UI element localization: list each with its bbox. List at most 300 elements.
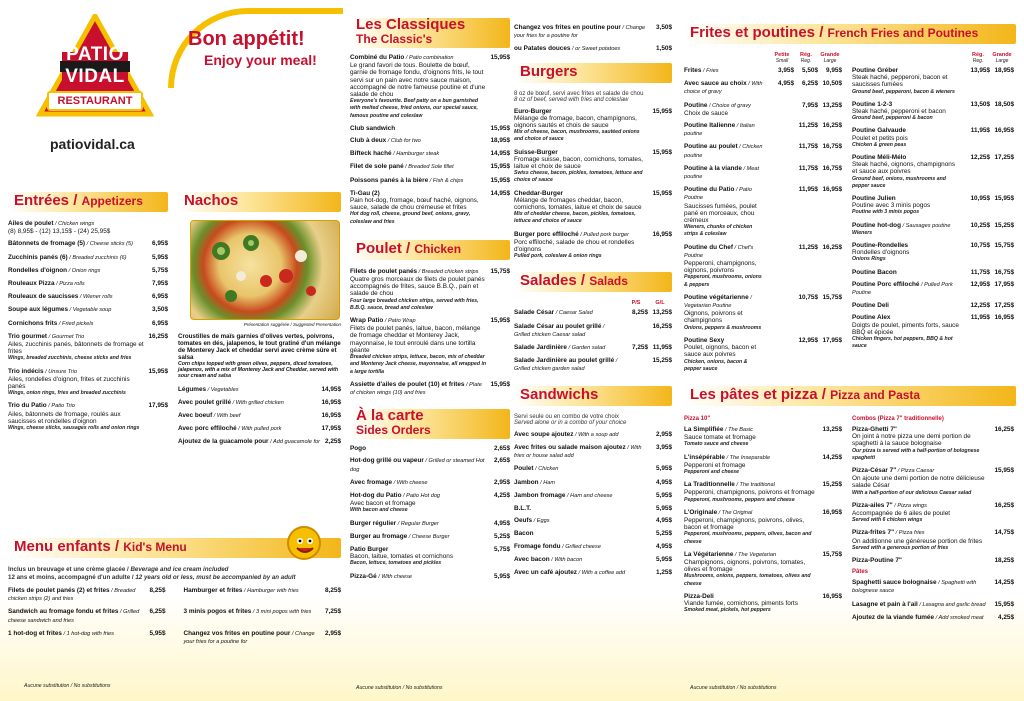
item-name bbox=[514, 492, 656, 500]
item-title: La Simplifiée bbox=[684, 425, 724, 433]
item-name bbox=[852, 302, 966, 309]
item-title-en: With cheese bbox=[381, 573, 413, 580]
item-title: Rouleaux Pizza bbox=[8, 280, 55, 288]
item-price: 5,75$ bbox=[152, 266, 168, 274]
item-name bbox=[8, 587, 150, 603]
menu-item bbox=[852, 426, 1014, 462]
item-title-en: The Original bbox=[721, 509, 753, 516]
item-price: 16,25$ bbox=[994, 501, 1014, 509]
item-title: Poutine hot-dog bbox=[852, 221, 901, 229]
menu-item bbox=[514, 45, 672, 53]
item-price: 15,95$ bbox=[490, 176, 510, 184]
nachos-title: Nachos bbox=[184, 192, 239, 209]
item-title: Trio du Patio bbox=[8, 402, 47, 410]
menu-item bbox=[684, 67, 842, 75]
slash: / bbox=[61, 630, 67, 637]
item-price: 4,25$ bbox=[998, 613, 1014, 621]
item-title-en: Chicken poutine bbox=[684, 144, 763, 159]
item-name bbox=[514, 556, 656, 564]
item-title: Assiette d'ailes de poulet (10) et frites bbox=[350, 380, 465, 388]
menu-item bbox=[852, 579, 1014, 595]
item-name bbox=[8, 333, 148, 363]
item-title: Pizza-Poutine 7" bbox=[852, 556, 902, 564]
menu-item bbox=[8, 368, 168, 398]
section-entrees bbox=[8, 188, 168, 437]
slash: / bbox=[392, 479, 397, 486]
slash: / bbox=[601, 323, 605, 330]
item-price: 10,25$ bbox=[970, 221, 990, 229]
item-title-en: Breaded chicken strips bbox=[421, 268, 479, 275]
slash: / bbox=[46, 403, 52, 410]
item-name bbox=[852, 269, 966, 276]
item-title: Pogo bbox=[350, 445, 366, 453]
frites-col-label-en: Large bbox=[823, 58, 837, 64]
frites-title bbox=[684, 20, 1016, 46]
section-nachos bbox=[178, 188, 341, 452]
item-price: 18,95$ bbox=[490, 137, 510, 145]
menu-item bbox=[514, 543, 672, 551]
menu-item bbox=[514, 344, 672, 352]
slash: / bbox=[407, 533, 412, 540]
menu-item bbox=[350, 268, 510, 312]
item-price: 16,95$ bbox=[822, 592, 842, 600]
item-description-en: Bacon, lettuce, tomatoes and pickles bbox=[350, 560, 442, 567]
menu-item bbox=[8, 587, 166, 603]
item-title-en: Ham and cheese bbox=[570, 492, 613, 499]
item-description: Mélange de fromage, bacon, champignons, oignons sautés et chois de sauce bbox=[514, 114, 637, 130]
item-description-en: Chicken fingers, hot peppers, BBQ & hot sauce bbox=[852, 336, 953, 350]
item-title-en: Cheese sticks (5) bbox=[89, 241, 133, 248]
menu-item bbox=[350, 177, 510, 185]
item-title-en: Grilled chicken garden salad bbox=[514, 366, 585, 373]
item-description-en: Everyone's favourite. Beef patty on a bun garnished with melted cheese, fried onions, our special sauce, famous poutine and coleslaw bbox=[350, 98, 479, 119]
item-title: Club à deux bbox=[350, 137, 387, 145]
item-price: 18,50$ bbox=[994, 100, 1014, 108]
item-title-en: Spaghetti with bolognese sauce bbox=[852, 580, 977, 595]
item-title: Poutine-Rondelles bbox=[852, 242, 909, 250]
item-price: 13,25$ bbox=[822, 101, 842, 109]
slash: / bbox=[69, 192, 82, 209]
item-prices bbox=[966, 302, 1014, 309]
menu-item bbox=[514, 479, 672, 487]
item-name bbox=[8, 630, 150, 638]
item-title: Hot-dog grillé ou vapeur bbox=[350, 457, 424, 465]
item-title: Bacon bbox=[514, 530, 534, 538]
salades-header bbox=[514, 268, 672, 294]
item-price: 16,75$ bbox=[822, 164, 842, 172]
item-title-en: Choice of gravy bbox=[712, 102, 751, 109]
menu-item bbox=[852, 127, 1014, 149]
nachos-caption: Présentation suggérée / Suggested Presentation bbox=[243, 322, 341, 327]
item-price: 16,95$ bbox=[321, 398, 341, 406]
item-name bbox=[684, 509, 822, 546]
frites-col-0 bbox=[770, 52, 794, 64]
item-name bbox=[350, 533, 494, 541]
item-price: 5,95$ bbox=[656, 504, 672, 512]
item-title: Soupe aux légumes bbox=[8, 306, 69, 314]
item-description-en: Served with a generous portion of fries bbox=[852, 544, 949, 551]
item-title-en: Fish & chips bbox=[432, 177, 464, 184]
item-title: B.L.T. bbox=[514, 504, 532, 512]
item-prices bbox=[966, 67, 1014, 74]
menu-item bbox=[514, 530, 672, 537]
item-title-en: or Sweet potatoes bbox=[575, 46, 621, 53]
item-price: 2,95$ bbox=[494, 478, 510, 486]
item-title: 3 minis pogos et frites bbox=[183, 608, 252, 616]
item-name bbox=[184, 630, 326, 646]
item-name bbox=[514, 309, 624, 317]
item-prices bbox=[966, 195, 1014, 202]
item-name bbox=[852, 601, 994, 609]
menu-item bbox=[8, 333, 168, 363]
item-title-en: Fries bbox=[706, 68, 719, 74]
slash: / bbox=[741, 165, 747, 172]
slash: / bbox=[68, 307, 73, 314]
slash: / bbox=[560, 543, 566, 550]
item-description: Sauce tomate et fromage bbox=[684, 434, 756, 442]
item-name bbox=[684, 593, 822, 615]
menu-item bbox=[8, 293, 168, 301]
slash: / bbox=[554, 310, 559, 317]
frites-right bbox=[852, 52, 1014, 378]
item-title: Bifteck haché bbox=[350, 150, 392, 158]
slash: / bbox=[206, 386, 211, 393]
pates-footnote: Aucune substitution / No substitutions bbox=[690, 685, 777, 691]
pates-subheading: Pâtes bbox=[852, 569, 869, 576]
poulet-title-fr: Poulet bbox=[356, 239, 402, 257]
item-price: 8,25$ bbox=[149, 587, 166, 594]
menu-item bbox=[684, 186, 842, 238]
item-description-en: Onions Rings bbox=[852, 256, 886, 263]
item-name bbox=[684, 143, 770, 159]
item-prices bbox=[770, 122, 842, 129]
item-name bbox=[350, 573, 494, 581]
item-title-en: Vegetable soup bbox=[72, 307, 112, 314]
nachos-illustration bbox=[191, 221, 341, 321]
item-name bbox=[350, 445, 494, 452]
item-name bbox=[350, 150, 490, 158]
menu-item bbox=[852, 269, 1014, 276]
kids-footnote: Aucune substitution / No substitutions bbox=[24, 683, 111, 689]
item-title: Poutine Alex bbox=[852, 314, 891, 322]
menu-item bbox=[184, 630, 342, 646]
item-description-en: Pepperoni, mushrooms, peppers, olives, bacon and cheese bbox=[684, 531, 812, 545]
item-price: 5,50$ bbox=[802, 67, 818, 74]
menu-item bbox=[8, 306, 168, 314]
menu-item bbox=[8, 402, 168, 432]
logo-line3: RESTAURANT bbox=[57, 95, 133, 107]
item-title-en: Garden salad bbox=[571, 345, 606, 352]
sandwichs-header bbox=[514, 382, 672, 408]
carte-title bbox=[350, 405, 510, 437]
item-title-en: Patio Poutine bbox=[684, 187, 752, 202]
menu-item bbox=[514, 309, 672, 317]
menu-item bbox=[350, 479, 510, 487]
item-name bbox=[514, 543, 656, 551]
menu-item bbox=[184, 587, 342, 603]
classiques-title-en: The Classic's bbox=[356, 32, 433, 46]
menu-item bbox=[514, 149, 672, 185]
item-name bbox=[684, 294, 770, 332]
slash: / bbox=[815, 24, 828, 41]
item-title-en: Plate of chicken wings (10) and fries bbox=[350, 381, 482, 396]
item-title-en: With choice of gravy bbox=[684, 81, 763, 96]
menu-item bbox=[684, 593, 842, 615]
item-description: Saucisses fumées, poulet pané en morceaux, chou crémeux bbox=[684, 202, 757, 225]
salades-col-header bbox=[514, 300, 672, 306]
website-link[interactable]: patiovidal.ca bbox=[50, 136, 135, 152]
item-description-en: Pulled pork, coleslaw & onion rings bbox=[514, 253, 602, 260]
item-name bbox=[852, 614, 998, 622]
item-price: 5,95$ bbox=[149, 629, 166, 637]
entrees-header bbox=[8, 188, 168, 214]
item-price: 15,75$ bbox=[822, 293, 842, 301]
item-title: Rondelles d'oignon bbox=[8, 266, 68, 274]
item-name bbox=[350, 54, 490, 120]
item-name bbox=[514, 479, 656, 487]
item-title: Légumes bbox=[178, 385, 207, 393]
menu-item bbox=[852, 242, 1014, 264]
item-title: Wrap Patio bbox=[350, 317, 384, 325]
slash: / bbox=[578, 231, 584, 238]
item-price: 4,95$ bbox=[656, 478, 672, 486]
item-price: 5,95$ bbox=[656, 555, 672, 563]
item-prices bbox=[966, 242, 1014, 249]
item-name bbox=[184, 608, 326, 616]
item-description: Avec bacon et fromage bbox=[350, 500, 416, 508]
item-prices bbox=[966, 222, 1014, 229]
poulet-list bbox=[350, 268, 510, 397]
item-prices bbox=[624, 357, 672, 364]
menu-item bbox=[514, 569, 672, 577]
item-price: 17,95$ bbox=[822, 336, 842, 344]
slash: / bbox=[47, 333, 52, 340]
item-description: Champignons, oignons, poivrons, tomates, olives et fromage bbox=[684, 558, 806, 574]
pizza-column bbox=[684, 414, 842, 627]
item-name bbox=[178, 425, 321, 433]
item-description: Pepperoni, champignons, oignons, poivrons bbox=[684, 260, 757, 275]
item-price: 11,95$ bbox=[970, 314, 990, 322]
column-2 bbox=[350, 14, 510, 695]
slash: / bbox=[85, 241, 90, 248]
item-price: 5,95$ bbox=[152, 253, 168, 261]
slash: / bbox=[383, 318, 388, 325]
item-title: Poutine Italienne bbox=[684, 122, 736, 130]
item-name bbox=[852, 314, 966, 350]
item-title: Jambon bbox=[514, 478, 539, 486]
frites-title-fr: Frites et poutines bbox=[690, 24, 816, 41]
frites-col-label: Grande bbox=[992, 52, 1012, 58]
item-title-en: Grilled cheese sandwich and fries bbox=[8, 609, 140, 624]
item-title: Poutine bbox=[684, 101, 708, 109]
salades-title-en: Salads bbox=[589, 274, 628, 289]
pates-header bbox=[684, 382, 1016, 408]
item-price: 11,75$ bbox=[970, 268, 990, 276]
slash: / bbox=[570, 46, 576, 53]
frites-left-list bbox=[684, 67, 842, 373]
item-price: 11,25$ bbox=[798, 243, 818, 251]
item-title: Poutine du Chef bbox=[684, 243, 733, 251]
kids-note-fr: Inclus un breuvage et une crème glacée bbox=[8, 566, 126, 573]
slash: / bbox=[733, 244, 738, 251]
item-price-large: 16,25$ bbox=[652, 322, 672, 330]
slash: / bbox=[404, 55, 409, 61]
menu-item bbox=[8, 608, 166, 624]
slash: / bbox=[231, 399, 236, 406]
item-prices bbox=[966, 101, 1014, 108]
item-description-en: Pepperoni, mushrooms, peppers and cheese bbox=[684, 496, 795, 503]
item-name bbox=[8, 306, 152, 314]
slash: / bbox=[464, 381, 470, 388]
item-name bbox=[514, 505, 656, 512]
slash: / bbox=[565, 492, 571, 499]
item-name bbox=[514, 45, 656, 53]
sandwichs-note-en: Served alone or in a combo of your choice bbox=[514, 419, 627, 426]
item-price: 6,95$ bbox=[152, 319, 168, 327]
item-name bbox=[852, 195, 966, 217]
item-name bbox=[852, 529, 994, 552]
menu-item bbox=[852, 314, 1014, 350]
frites-left bbox=[684, 52, 842, 378]
frites-col-label-en: Reg. bbox=[972, 58, 984, 64]
item-prices bbox=[966, 127, 1014, 134]
item-price: 11,75$ bbox=[798, 143, 818, 151]
item-title: Oeufs bbox=[514, 517, 533, 525]
menu-item bbox=[514, 357, 672, 373]
item-name bbox=[178, 412, 321, 420]
item-name bbox=[852, 281, 966, 297]
item-price: 17,95$ bbox=[994, 280, 1014, 288]
item-title: Poutine du Patio bbox=[684, 186, 735, 194]
item-name bbox=[514, 517, 656, 525]
greeting-en: Enjoy your meal! bbox=[204, 52, 317, 68]
item-name bbox=[684, 165, 770, 181]
kids-list bbox=[8, 587, 341, 651]
item-price: 16,95$ bbox=[822, 186, 842, 194]
menu-item bbox=[684, 143, 842, 159]
menu-item bbox=[852, 195, 1014, 217]
item-title: Burger au fromage bbox=[350, 532, 408, 540]
column-3 bbox=[514, 24, 672, 695]
item-title-en: Pizza fries bbox=[898, 530, 925, 537]
item-title-en: Chef's Poutine bbox=[684, 244, 754, 259]
item-title: ou Patates douces bbox=[514, 45, 571, 53]
item-price: 15,95$ bbox=[490, 317, 510, 325]
item-title-en: The Inseparable bbox=[729, 454, 771, 461]
kids-note: Inclus un breuvage et une crème glacée / Beverage and ice cream included bbox=[8, 566, 229, 573]
item-title-en: Chicken wings bbox=[58, 221, 95, 227]
item-prices bbox=[770, 244, 842, 251]
item-prices bbox=[770, 67, 842, 74]
item-description: Poutine avec 3 minis pogos bbox=[852, 202, 931, 210]
item-price: 16,95$ bbox=[822, 508, 842, 516]
item-price: 5,25$ bbox=[656, 530, 672, 538]
item-title: La Traditionnelle bbox=[684, 481, 735, 489]
menu-item bbox=[514, 465, 672, 473]
item-title: Combiné du Patio bbox=[350, 54, 405, 61]
item-description: Le grand favori de tous. Boulette de bœuf, garnie de fromage fondu, d'oignons frits, le tout servi sur un pain avec notre sauce maison, accompagné de notre fameuse poutine et d'une salade de chou bbox=[350, 62, 486, 99]
kids-note2-fr: 12 ans et moins, accompagné d'un adulte bbox=[8, 574, 131, 581]
item-title: Avec frites ou salade maison ajoutez bbox=[514, 443, 626, 451]
item-title-en: With a coffee add bbox=[581, 569, 626, 576]
item-title: Pizza-César 7" bbox=[852, 466, 897, 474]
slash: / bbox=[251, 609, 256, 616]
item-title-en: Club for two bbox=[390, 138, 421, 145]
item-price: 7,95$ bbox=[802, 101, 818, 109]
pizza-list bbox=[684, 426, 842, 614]
item-price: 15,75$ bbox=[994, 242, 1014, 250]
item-price: 6,25$ bbox=[149, 608, 166, 616]
classiques-header bbox=[350, 14, 510, 48]
item-name bbox=[852, 154, 966, 190]
slash: / bbox=[423, 458, 429, 465]
item-title: Poutine Deli bbox=[852, 302, 889, 310]
item-price: 13,95$ bbox=[970, 67, 990, 74]
slash: / bbox=[290, 630, 296, 637]
menu-item bbox=[178, 425, 341, 433]
item-title-en: The traditional bbox=[739, 482, 775, 489]
item-description: Oignons, poivrons et champignons bbox=[684, 310, 743, 325]
menu-item bbox=[350, 533, 510, 541]
slash: / bbox=[401, 239, 415, 257]
frites-col-2 bbox=[990, 52, 1014, 64]
item-name bbox=[8, 267, 152, 275]
item-price: 3,50$ bbox=[656, 24, 672, 31]
menu-item bbox=[8, 254, 168, 262]
item-price: 3,95$ bbox=[656, 443, 672, 451]
item-description: On joint à notre pizza une demi portion de spaghetti à la sauce bolognaise bbox=[852, 433, 971, 448]
item-title-en: Ham bbox=[543, 479, 555, 486]
menu-item bbox=[350, 445, 510, 452]
item-title: Burger porc effiloché bbox=[514, 230, 579, 238]
menu-item bbox=[514, 190, 672, 226]
entrees-title-en: Appetizers bbox=[81, 194, 143, 208]
item-price: 15,95$ bbox=[652, 189, 672, 197]
item-name bbox=[852, 127, 966, 149]
slash: / bbox=[533, 466, 539, 473]
menu-item bbox=[8, 220, 168, 235]
item-name bbox=[8, 368, 148, 398]
item-price: 15,95$ bbox=[994, 600, 1014, 608]
item-name bbox=[852, 426, 994, 462]
item-description-en: Mushrooms, onions, peppers, tomatoes, olives and cheese bbox=[684, 573, 811, 587]
menu-item bbox=[684, 454, 842, 477]
menu-item bbox=[684, 509, 842, 546]
item-title-en: With pulled pork bbox=[241, 426, 282, 433]
item-description: Rondelles d'oignons bbox=[852, 249, 910, 257]
entrees-list bbox=[8, 220, 168, 432]
item-title: Frites bbox=[684, 67, 702, 74]
item-price: 16,95$ bbox=[994, 127, 1014, 135]
menu-item bbox=[852, 101, 1014, 123]
classiques-title bbox=[350, 14, 510, 46]
item-price: 14,95$ bbox=[490, 189, 510, 197]
item-title: Trio indécis bbox=[8, 367, 44, 375]
item-title-en: With a soup add bbox=[578, 431, 619, 438]
item-price: 18,25$ bbox=[994, 556, 1014, 564]
item-name bbox=[852, 67, 966, 96]
menu-item bbox=[350, 520, 510, 528]
slash: / bbox=[735, 123, 740, 130]
item-price: 5,25$ bbox=[494, 532, 510, 540]
slash: / bbox=[733, 551, 739, 558]
slash: / bbox=[549, 556, 555, 563]
item-title: L'Originale bbox=[684, 508, 718, 516]
slash: / bbox=[538, 479, 544, 486]
item-price: 15,95$ bbox=[490, 380, 510, 388]
burgers-list bbox=[514, 108, 672, 261]
smiley-icon bbox=[289, 528, 323, 562]
